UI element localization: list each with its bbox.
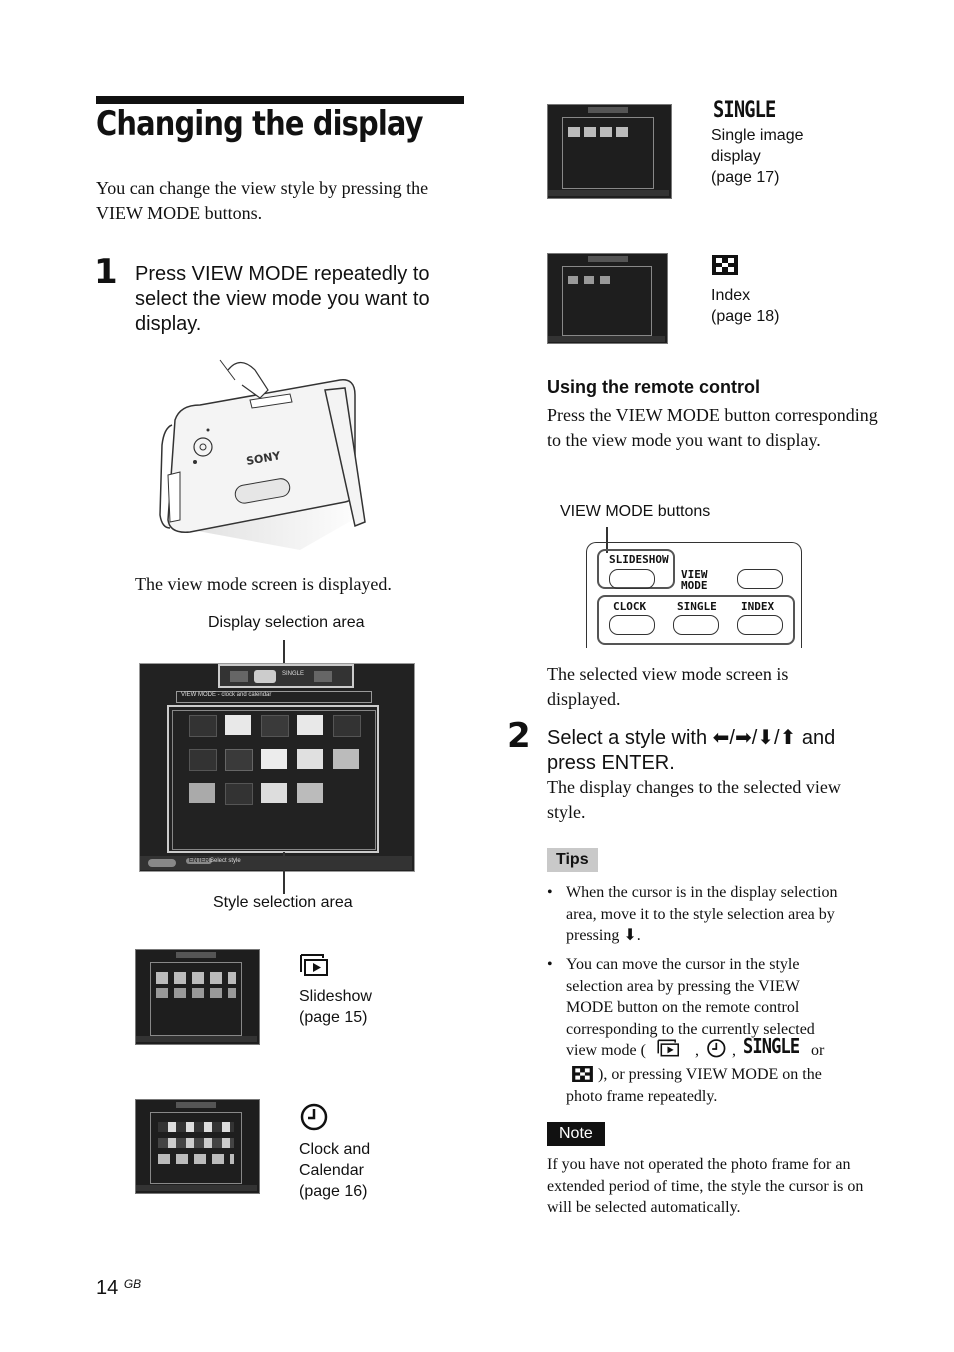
single-inline: SINGLE [743, 1034, 800, 1058]
index-label: Index (page 18) [711, 287, 780, 325]
index-icon [712, 255, 738, 275]
note-badge: Note [547, 1122, 605, 1146]
clock-icon [299, 1102, 331, 1134]
step-2-result: The display changes to the selected view style. [547, 777, 841, 822]
select-style-hint: Select style [210, 858, 241, 864]
remote-slideshow-button[interactable] [609, 569, 655, 589]
remote-power-button[interactable] [737, 569, 783, 589]
callout-line [283, 640, 285, 664]
single-title: SINGLE [713, 98, 776, 123]
remote-result: The selected view mode screen is displayed. [547, 664, 789, 709]
index-screen-thumbnail [547, 253, 668, 344]
style-selection-area-label: Style selection area [213, 894, 353, 911]
view-mode-screen [139, 663, 415, 872]
step-1-instruction: Press VIEW MODE repeatedly to select the view mode you want to display. [135, 263, 430, 335]
page-number: 14 $^{GB}$ [96, 1277, 142, 1299]
step-2-instruction: Select a style with ⬅/➡/⬇/⬆ and press ENTER. [547, 727, 836, 774]
index-icon [572, 1066, 593, 1082]
step-1-result: The view mode screen is displayed. [135, 574, 392, 594]
clock-icon [706, 1038, 728, 1060]
intro-paragraph: You can change the view style by pressing the VIEW MODE buttons. [96, 178, 429, 223]
style-selection-area [167, 705, 379, 853]
remote-single-label: SINGLE [677, 600, 717, 613]
remote-slideshow-label: SLIDESHOW [609, 553, 669, 566]
display-selection-area-label: Display selection area [208, 614, 365, 631]
step-2-number: 2 [507, 716, 531, 756]
single-tab: SINGLE [282, 671, 305, 677]
sony-photo-frame-illustration [150, 350, 380, 565]
clock-and-calendar-label: Clock and Calendar (page 16) [299, 1141, 371, 1200]
remote-index-button[interactable] [737, 615, 783, 635]
svg-text:SONY: SONY [245, 449, 282, 468]
slideshow-screen-thumbnail [135, 949, 260, 1045]
remote-control-illustration [586, 542, 802, 648]
display-selection-area [218, 664, 354, 688]
tip-2: • You can move the cursor in the style selection area by pressing the VIEW MODE button on the remote control corresponding to the currently selected view mode ( , , SINGLE or ), or pressing VIEW MODE on the photo frame repeatedly. [547, 956, 825, 1105]
remote-control-paragraph: Press the VIEW MODE button corresponding to the view mode you want to display. [547, 405, 878, 450]
page-title: Changing the display [96, 104, 423, 144]
remote-view-mode-label: VIEW MODE [681, 568, 708, 592]
remote-clock-label: CLOCK [613, 600, 647, 613]
remote-index-label: INDEX [741, 600, 775, 613]
step-1-number: 1 [94, 252, 118, 292]
remote-control-heading: Using the remote control [547, 377, 761, 397]
screen-header: VIEW MODE - clock and calendar [176, 691, 372, 703]
slideshow-label: Slideshow (page 15) [299, 988, 372, 1026]
remote-single-button[interactable] [673, 615, 719, 635]
single-label: Single image display (page 17) [711, 127, 804, 186]
view-mode-buttons-label: VIEW MODE buttons [560, 503, 711, 520]
single-screen-thumbnail [547, 104, 672, 199]
remote-clock-button[interactable] [609, 615, 655, 635]
clock-screen-thumbnail [135, 1099, 260, 1194]
tip-1: • When the cursor is in the display selection area, move it to the style selection area by pressing ⬇. [547, 884, 838, 944]
slideshow-icon [656, 1038, 682, 1058]
title-rule [96, 96, 464, 104]
callout-line [283, 852, 285, 894]
enter-key: ENTER [186, 858, 212, 864]
slideshow-icon [299, 952, 331, 978]
tips-badge: Tips [547, 848, 598, 872]
note-text: If you have not operated the photo frame for an extended period of time, the style the cursor is on will be selected automatically. [547, 1156, 864, 1216]
